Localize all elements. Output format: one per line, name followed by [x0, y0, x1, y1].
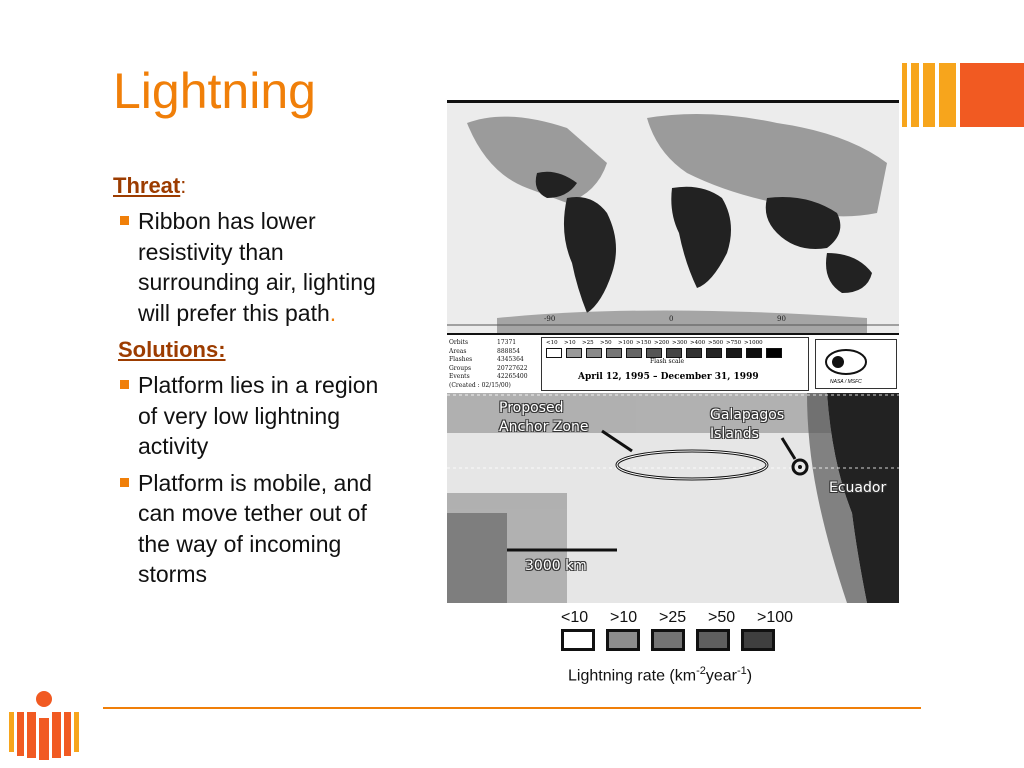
flash-scale-label: >1000 — [744, 340, 763, 346]
solutions-bullet-list — [113, 370, 393, 590]
flash-scale-label: >500 — [708, 340, 724, 346]
nasa-logo-box — [815, 339, 897, 389]
lon-tick: 90 — [777, 315, 786, 323]
galapagos-label: Galapagos Islands — [710, 407, 785, 442]
rate-legend-label: >10 — [610, 609, 638, 626]
flash-scale-swatch — [646, 348, 662, 358]
orbit-stats — [449, 339, 528, 390]
flash-scale-label: >50 — [600, 340, 612, 346]
rate-legend-labels — [561, 609, 806, 627]
rate-legend-swatches — [561, 629, 775, 651]
threat-bullet-period: . — [329, 299, 337, 326]
world-lightning-map — [447, 103, 899, 333]
footer-rule — [103, 707, 921, 709]
rate-caption-exp1: -2 — [696, 665, 706, 677]
flash-scale-swatch — [566, 348, 582, 358]
lon-tick: 0 — [669, 315, 674, 323]
slide-content — [113, 170, 393, 596]
flash-scale-label: >400 — [690, 340, 706, 346]
rate-legend-swatch — [651, 629, 685, 651]
bullet-square-icon — [120, 216, 129, 225]
rate-legend-label: >50 — [708, 609, 736, 626]
created-date: (Created : 02/15/00) — [449, 381, 511, 389]
stat-value: 42265400 — [497, 373, 528, 380]
logo-credit: NASA / MSFC — [830, 379, 862, 385]
flash-scale-swatch — [746, 348, 762, 358]
rate-legend-label: >100 — [757, 609, 794, 626]
flash-scale-swatch — [586, 348, 602, 358]
flash-scale-swatch — [726, 348, 742, 358]
flash-scale-box — [541, 337, 809, 391]
flash-scale-label: >300 — [672, 340, 688, 346]
lightning-figure — [447, 100, 899, 690]
stat-value: 20727622 — [497, 364, 528, 372]
date-range: April 12, 1995 – December 31, 1999 — [578, 372, 759, 382]
flash-scale-swatch — [546, 348, 562, 358]
stat-key: Events — [449, 373, 470, 380]
solutions-heading: Solutions: — [118, 337, 226, 362]
decorative-bars — [902, 63, 1024, 127]
flash-scale-label: >200 — [654, 340, 670, 346]
flash-scale-caption: Flash scale — [650, 358, 684, 365]
stat-value: 4345364 — [497, 356, 524, 363]
solutions-bullet-text: Platform lies in a region of very low lightning activity — [138, 372, 379, 459]
bullet-square-icon — [120, 478, 129, 487]
threat-bullet-list — [113, 206, 393, 328]
flash-scale-swatch — [766, 348, 782, 358]
flash-scale-swatch — [686, 348, 702, 358]
rate-caption-suffix: ) — [746, 667, 753, 685]
rate-legend-swatch — [606, 629, 640, 651]
flash-scale-swatch — [626, 348, 642, 358]
threat-bullet-1 — [113, 206, 393, 328]
solutions-bullet-text: Platform is mobile, and can move tether out of the way of incoming storms — [138, 469, 372, 587]
scale-bar-label: 3000 km — [525, 558, 587, 574]
map-legend-panel — [447, 333, 899, 395]
rate-legend-caption — [568, 665, 752, 685]
ecuador-label: Ecuador — [829, 480, 887, 496]
threat-heading-line — [113, 170, 393, 202]
rate-legend-label: <10 — [561, 609, 589, 626]
bullet-square-icon — [120, 380, 129, 389]
flash-scale-swatch — [666, 348, 682, 358]
slide-title: Lightning — [113, 63, 316, 119]
galapagos-zoom-map — [447, 393, 899, 603]
threat-colon: : — [180, 173, 187, 198]
threat-heading: Threat — [113, 173, 181, 198]
stat-key: Groups — [449, 364, 472, 372]
rate-legend-swatch — [741, 629, 775, 651]
flash-scale-swatch — [706, 348, 722, 358]
flash-scale-label: >100 — [618, 340, 634, 346]
lon-tick: -90 — [544, 315, 556, 323]
solutions-bullet-2 — [113, 468, 393, 590]
flash-scale-label: <10 — [546, 340, 558, 346]
stat-value: 17371 — [497, 339, 517, 346]
rate-caption-exp2: -1 — [736, 665, 747, 677]
footer-logo-icon — [4, 690, 79, 762]
rate-legend-label: >25 — [659, 609, 687, 626]
rate-legend-swatch — [561, 629, 595, 651]
lightning-rate-legend — [555, 605, 815, 690]
solutions-bullet-1 — [113, 370, 393, 462]
flash-scale-label: >150 — [636, 340, 652, 346]
rate-caption-mid: year — [705, 667, 737, 685]
threat-bullet-text: Ribbon has lower resistivity than surrounding air, lighting will prefer this path — [138, 208, 376, 326]
flash-scale-label: >750 — [726, 340, 742, 346]
flash-scale-label: >10 — [564, 340, 576, 346]
rate-caption-prefix: Lightning rate (km — [568, 667, 697, 685]
stat-key: Orbits — [449, 339, 469, 346]
stat-value: 888854 — [497, 347, 520, 355]
rate-legend-swatch — [696, 629, 730, 651]
lis-logo-icon — [816, 340, 896, 380]
stat-key: Flashes — [449, 356, 473, 363]
flash-scale-label: >25 — [582, 340, 594, 346]
flash-scale-labels — [546, 340, 763, 346]
flash-scale-swatch — [606, 348, 622, 358]
stat-key: Areas — [449, 347, 467, 355]
proposed-anchor-zone-label: Proposed Anchor Zone — [499, 400, 589, 435]
flash-scale-swatches — [546, 348, 782, 358]
